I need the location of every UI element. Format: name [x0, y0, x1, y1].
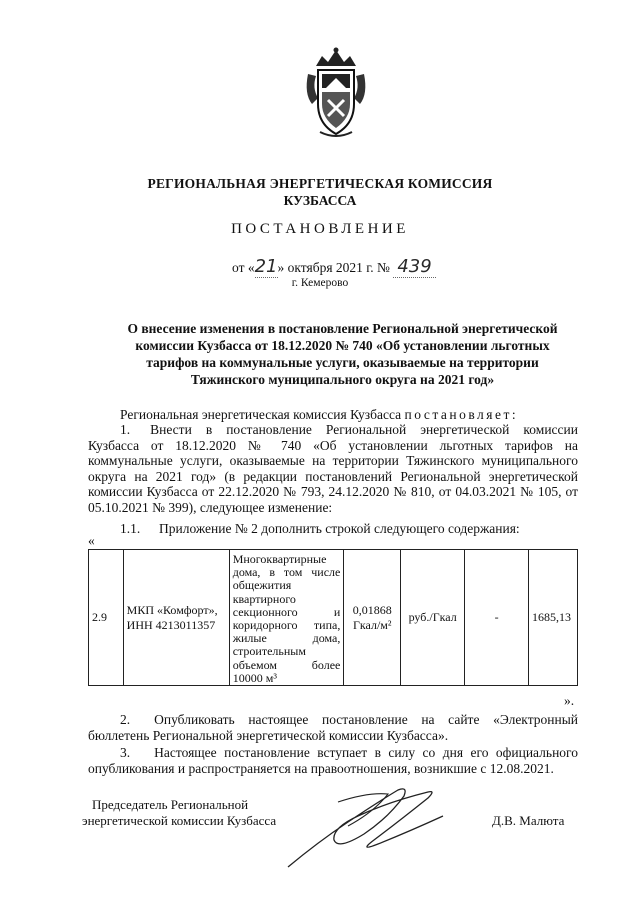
- title-line: тарифов на коммунальные услуги, оказываемые на территории: [146, 355, 539, 370]
- paragraph-2: [88, 712, 578, 744]
- norm-unit: Гкал/м²: [352, 617, 392, 632]
- paragraph-1-text: Внести в постановление Региональной энергетической комиссии Кузбасса от 18.12.2020 № 740 «Об установлении льготных тарифов на коммунальные услуги, оказываемые на территории Тяжинского муниципального округа на 2021 год» (в редакции постановлений Региональной энергетической комиссии Кузбасса от 22.12.2020 № 793, 24.12.2020 № 810, от 04.03.2021 № 105, от 05.10.2021 № 399), следующее изменение:: [88, 422, 578, 515]
- title-line: Тяжинского муниципального округа на 2021 год»: [190, 372, 495, 387]
- document-number-handwritten: 439: [393, 256, 435, 278]
- signatory-position-line2: энергетической комиссии Кузбасса: [82, 813, 277, 828]
- paragraph-1: [88, 422, 578, 515]
- document-type: ПОСТАНОВЛЕНИЕ: [231, 221, 409, 237]
- title-line: О внесение изменения в постановление Региональной энергетической: [127, 321, 558, 336]
- paragraph-1-number: 1.: [120, 422, 131, 437]
- paragraph-3-number: 3.: [120, 745, 131, 760]
- date-day-handwritten: 21: [254, 256, 278, 277]
- date-prefix: от «: [232, 260, 255, 275]
- intro-resolves: постановляет:: [404, 407, 519, 422]
- table-row: [89, 550, 578, 686]
- paragraph-1-1-number: 1.1.: [120, 521, 141, 536]
- paragraph-2-text: Опубликовать настоящее постановление на сайте «Электронный бюллетень Региональной энергетической комиссии Кузбасса».: [88, 712, 578, 743]
- paragraph-1-1: [120, 521, 520, 537]
- intro-text: Региональная энергетическая комиссия Кузбасса: [120, 407, 402, 422]
- tariff-table: [88, 549, 578, 686]
- paragraph-1-1-text: Приложение № 2 дополнить строкой следующего содержания:: [159, 521, 520, 536]
- organization-name-line2: КУЗБАССА: [283, 193, 357, 208]
- coat-of-arms-emblem: [302, 44, 370, 140]
- signatory-name: Д.В. Малюта: [492, 813, 565, 828]
- norm-value: 0,01868: [352, 602, 392, 617]
- intro-paragraph: [120, 407, 518, 423]
- signatory-position-line1: Председатель Региональной: [92, 797, 249, 812]
- paragraph-3-text: Настоящее постановление вступает в силу со дня его официального опубликования и распространяется на правоотношения, возникшие с 12.08.2021.: [88, 745, 578, 776]
- cell-empty-value: -: [465, 550, 529, 686]
- cell-unit: руб./Гкал: [401, 550, 465, 686]
- document-title: [100, 320, 585, 388]
- organization-inn: ИНН 4213011357: [126, 617, 216, 632]
- title-line: комиссии Кузбасса от 18.12.2020 № 740 «Об установлении льготных: [135, 338, 550, 353]
- cell-consumers: Многоквартирные дома, в том числе общежития квартирного секционного и коридорного типа, жилые дома, строительным объемом более 10000 м³: [229, 550, 344, 686]
- cell-norm-value: [344, 550, 401, 686]
- document-date-line: [232, 256, 436, 277]
- cell-row-number: 2.9: [89, 550, 124, 686]
- quote-close: ».: [564, 693, 575, 708]
- document-city: г. Кемерово: [291, 277, 349, 289]
- handwritten-signature: [278, 782, 448, 872]
- cell-price: 1685,13: [529, 550, 578, 686]
- cell-organization: [123, 550, 229, 686]
- organization-name-line1: РЕГИОНАЛЬНАЯ ЭНЕРГЕТИЧЕСКАЯ КОМИССИЯ: [147, 176, 493, 191]
- date-middle: » октября 2021 г. №: [277, 260, 390, 275]
- quote-open: «: [88, 533, 95, 548]
- organization-name: МКП «Комфорт»,: [126, 602, 218, 617]
- paragraph-2-number: 2.: [120, 712, 131, 727]
- paragraph-3: [88, 745, 578, 777]
